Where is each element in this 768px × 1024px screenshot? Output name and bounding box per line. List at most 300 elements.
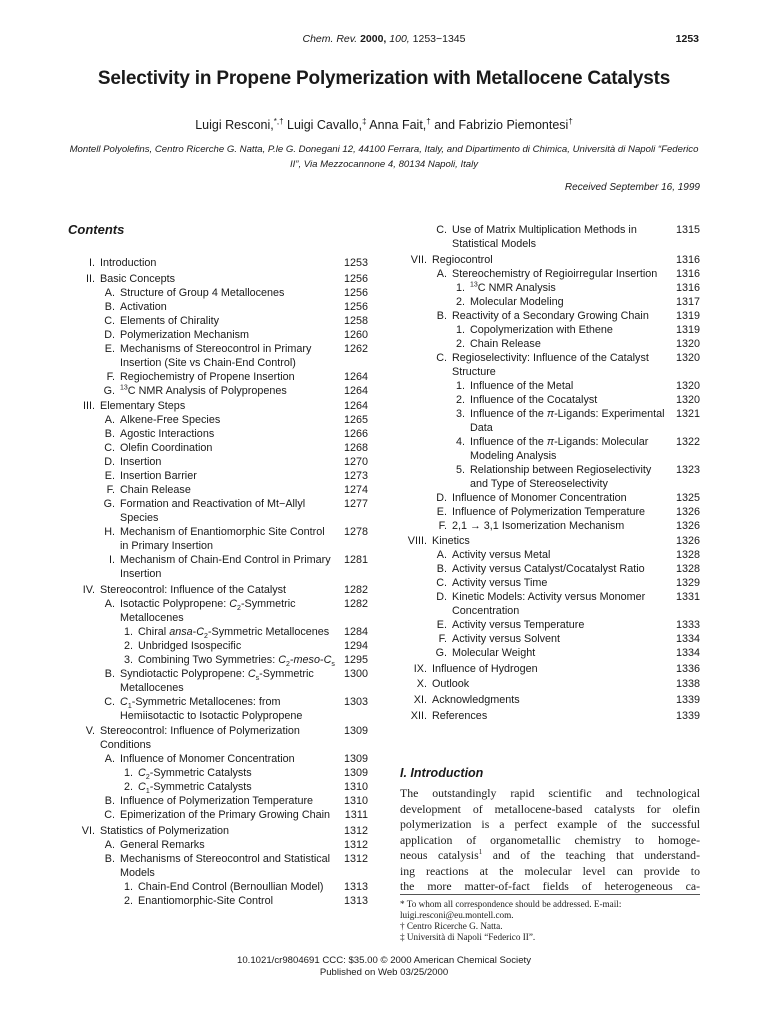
toc-page: 1281 <box>343 554 368 567</box>
toc-title-part: Epimerization of the Primary Growing Chain <box>120 809 331 822</box>
toc-entry[interactable] <box>400 379 700 393</box>
toc-page: 1320 <box>675 351 700 364</box>
toc-title-sub: 2 <box>204 632 208 640</box>
toc-page: 1328 <box>675 549 700 562</box>
toc-page: 1338 <box>675 678 700 691</box>
author-mark: † <box>568 117 573 126</box>
toc-title <box>138 766 336 780</box>
toc-entry[interactable] <box>400 646 700 660</box>
toc-entry[interactable] <box>68 525 368 553</box>
toc-title <box>120 413 336 427</box>
toc-number: 1. <box>455 379 465 392</box>
reference-mark: 1 <box>478 848 483 857</box>
toc-page: 1321 <box>675 407 700 420</box>
toc-number: X. <box>416 678 427 691</box>
toc-number: 1. <box>455 323 465 336</box>
toc-number: D. <box>436 491 447 504</box>
toc-entry[interactable] <box>68 272 368 286</box>
toc-number: B. <box>104 300 115 313</box>
toc-title-part: Influence of Monomer Concentration <box>120 753 295 766</box>
toc-entry[interactable] <box>68 427 368 441</box>
author-name: Luigi Cavallo, <box>283 118 363 133</box>
toc-entry[interactable] <box>400 709 700 723</box>
toc-number: 3. <box>455 407 465 420</box>
toc-entry[interactable] <box>400 662 700 676</box>
toc-entry[interactable] <box>68 766 368 780</box>
toc-title-part: ansa <box>169 625 193 638</box>
toc-title-part: Regiocontrol <box>432 253 493 266</box>
toc-page: 1270 <box>343 456 368 469</box>
toc-number: VI. <box>81 824 95 837</box>
toc-title-part: Kinetics <box>432 535 470 548</box>
toc-entry[interactable] <box>68 852 368 880</box>
toc-title-part: Influence of the Metal <box>470 379 574 392</box>
author-mark: *,† <box>273 117 284 126</box>
toc-page: 1284 <box>343 625 368 638</box>
toc-title-part: Influence of the <box>470 407 547 420</box>
toc-title-part: Influence of Hydrogen <box>432 662 538 675</box>
toc-entry[interactable] <box>68 838 368 852</box>
toc-entry[interactable] <box>400 491 700 505</box>
contents-column-right <box>400 223 700 723</box>
toc-entry[interactable] <box>400 618 700 632</box>
toc-title-part: Combining Two Symmetries: <box>138 653 279 666</box>
toc-number: B. <box>104 795 115 808</box>
toc-title <box>120 838 336 852</box>
toc-entry[interactable] <box>400 393 700 407</box>
toc-entry[interactable] <box>68 625 368 639</box>
toc-number: 2. <box>123 781 133 794</box>
toc-title <box>432 693 668 707</box>
toc-title-part: Polymerization Mechanism <box>120 328 250 341</box>
toc-title-sub: 2 <box>145 774 150 782</box>
toc-page: 1300 <box>343 667 368 680</box>
text-fragment: and of the teaching that understand- <box>482 848 700 862</box>
toc-title <box>120 427 336 441</box>
toc-title <box>470 323 668 337</box>
toc-title-part: Mechanism of Chain-End Control in Primary Insertion <box>120 554 331 581</box>
toc-number: 1. <box>123 767 133 780</box>
toc-entry[interactable] <box>68 583 368 597</box>
toc-number: 2. <box>123 894 133 907</box>
toc-page: 1319 <box>675 323 700 336</box>
affiliation <box>68 143 700 172</box>
toc-title <box>452 351 668 379</box>
toc-number: 1. <box>123 625 133 638</box>
toc-page: 1282 <box>343 583 368 596</box>
toc-title <box>432 662 668 676</box>
toc-entry[interactable] <box>400 435 700 463</box>
toc-entry[interactable] <box>68 455 368 469</box>
toc-number: A. <box>436 549 447 562</box>
toc-title <box>138 653 336 667</box>
text-fragment: neous catalysis <box>400 848 479 862</box>
toc-number: F. <box>438 633 447 646</box>
toc-title <box>120 597 336 625</box>
toc-title <box>120 667 336 695</box>
toc-title-part: - <box>289 653 294 666</box>
toc-entry[interactable] <box>400 632 700 646</box>
author-name: Luigi Resconi, <box>195 118 274 133</box>
contents-heading: Contents <box>68 222 125 237</box>
toc-entry[interactable] <box>68 286 368 300</box>
toc-title-part: Activation <box>120 300 167 313</box>
toc-title <box>432 709 668 723</box>
toc-title-part: Chain-End Control (Bernoullian Model) <box>138 880 324 893</box>
toc-title-part: - <box>192 625 197 638</box>
toc-title-part: Relationship between Regioselectivity and Type of Stereoselectivity <box>470 463 652 490</box>
toc-title-part: Reactivity of a Secondary Growing Chain <box>452 309 649 322</box>
journal-name: Chem. Rev. <box>302 33 358 45</box>
toc-page: 1315 <box>675 224 700 236</box>
toc-entry[interactable] <box>400 323 700 337</box>
toc-number: 3. <box>123 653 133 666</box>
toc-number: 4. <box>455 435 465 448</box>
toc-title <box>452 505 668 519</box>
article-title: Selectivity in Propene Polymerization with Metallocene Catalysts <box>97 68 671 89</box>
toc-title <box>100 583 336 597</box>
toc-title <box>470 435 668 463</box>
toc-number: E. <box>436 619 447 632</box>
toc-page: 1320 <box>675 393 700 406</box>
toc-page: 1320 <box>675 379 700 392</box>
toc-title <box>138 894 336 908</box>
toc-title-part: π <box>546 407 555 420</box>
toc-page: 1339 <box>675 693 700 706</box>
toc-entry[interactable] <box>68 667 368 695</box>
toc-entry[interactable] <box>68 597 368 625</box>
journal-citation <box>0 33 768 45</box>
toc-page: 1262 <box>343 342 368 355</box>
toc-number: XI. <box>413 693 427 706</box>
toc-number: E. <box>104 470 115 483</box>
toc-title-part: Mechanism of Enantiomorphic Site Control in Primary Insertion <box>120 526 325 553</box>
toc-title-part: Molecular Modeling <box>470 295 564 308</box>
toc-number: B. <box>436 309 447 322</box>
toc-title <box>452 519 668 533</box>
introduction-text <box>400 786 700 895</box>
footnote-line: † Centro Ricerche G. Natta. <box>400 921 503 931</box>
toc-title-part: C <box>196 625 205 638</box>
toc-title-part: Enantiomorphic-Site Control <box>138 894 274 907</box>
toc-page: 1256 <box>343 300 368 313</box>
toc-entry[interactable] <box>68 342 368 370</box>
toc-entry[interactable] <box>68 413 368 427</box>
toc-title-part: Mechanisms of Stereocontrol and Statistical Models <box>120 852 331 879</box>
toc-title-part: -Symmetric Metallocenes: from Hemiisotactic to Isotactic Polypropene <box>120 695 303 722</box>
toc-entry[interactable] <box>68 695 368 723</box>
toc-title-part: Activity versus Temperature <box>452 619 585 632</box>
footnote-rule <box>400 894 700 895</box>
toc-page: 1325 <box>675 491 700 504</box>
toc-page: 1329 <box>675 577 700 590</box>
toc-title-part: Acknowledgments <box>432 693 520 706</box>
toc-number: H. <box>104 526 115 539</box>
toc-entry[interactable] <box>400 505 700 519</box>
toc-entry[interactable] <box>68 370 368 384</box>
toc-title <box>452 309 668 323</box>
toc-page: 1312 <box>343 852 368 865</box>
toc-number: E. <box>436 505 447 518</box>
toc-number: C. <box>104 314 115 327</box>
toc-number: 2. <box>455 295 465 308</box>
toc-title <box>138 625 336 639</box>
toc-title-part: Elements of Chirality <box>120 314 220 327</box>
toc-entry[interactable] <box>400 281 700 295</box>
toc-title <box>120 852 336 880</box>
toc-page: 1313 <box>343 894 368 907</box>
toc-title <box>470 407 668 435</box>
toc-title <box>138 780 336 794</box>
toc-number: I. <box>109 554 115 567</box>
toc-title <box>138 880 336 894</box>
toc-title-part: Use of Matrix Multiplication Methods in Statistical Models <box>452 224 637 250</box>
toc-number: V. <box>85 725 95 738</box>
toc-title-part: Statistics of Polymerization <box>100 824 230 837</box>
toc-entry[interactable] <box>68 639 368 653</box>
toc-title-part: meso <box>293 653 320 666</box>
toc-entry[interactable] <box>400 295 700 309</box>
text-line: The outstandingly rapid scientific and technological <box>400 786 700 800</box>
toc-title-part: Structure of Group 4 Metallocenes <box>120 286 285 299</box>
toc-title <box>120 469 336 483</box>
toc-entry[interactable] <box>68 497 368 525</box>
toc-entry[interactable] <box>68 724 368 752</box>
toc-title-part: Formation and Reactivation of Mt−Allyl Species <box>120 498 306 525</box>
toc-page: 1264 <box>343 384 368 397</box>
toc-entry[interactable] <box>68 894 368 908</box>
toc-entry[interactable] <box>400 519 700 533</box>
toc-entry[interactable] <box>400 337 700 351</box>
toc-title-part: Activity versus Metal <box>452 549 551 562</box>
toc-title <box>100 272 336 286</box>
toc-title <box>120 314 336 328</box>
toc-title-part: -Ligands: Molecular Modeling Analysis <box>470 435 649 462</box>
toc-page: 1312 <box>343 824 368 837</box>
toc-title-sub: 2 <box>237 604 241 612</box>
toc-title <box>120 342 336 370</box>
toc-title <box>452 632 668 646</box>
toc-entry[interactable] <box>400 534 700 548</box>
toc-page: 1316 <box>675 281 700 294</box>
toc-title <box>452 590 668 618</box>
toc-title <box>470 337 668 351</box>
toc-title-part: Influence of the <box>470 435 547 448</box>
toc-page: 1278 <box>343 526 368 539</box>
toc-page: 1303 <box>343 695 368 708</box>
toc-entry[interactable] <box>68 553 368 581</box>
toc-entry[interactable] <box>68 653 368 667</box>
toc-title <box>452 618 668 632</box>
toc-title <box>120 455 336 469</box>
toc-page: 1336 <box>675 662 700 675</box>
toc-title-part: Influence of Monomer Concentration <box>452 491 627 504</box>
toc-title-sub: 1 <box>127 702 132 710</box>
footnotes <box>400 899 700 943</box>
toc-title <box>470 379 668 393</box>
toc-number: IV. <box>82 583 95 596</box>
toc-page: 1310 <box>343 795 368 808</box>
toc-entry[interactable] <box>68 824 368 838</box>
toc-entry[interactable] <box>68 256 368 270</box>
toc-page: 1309 <box>343 767 368 780</box>
toc-number: I. <box>89 257 95 269</box>
doi-line: 10.1021/cr9804691 CCC: $35.00 © 2000 American Chemical Society <box>237 955 531 966</box>
toc-entry[interactable] <box>400 590 700 618</box>
toc-title-part: Regiochemistry of Propene Insertion <box>120 370 295 383</box>
toc-entry[interactable] <box>68 399 368 413</box>
author-list <box>0 117 768 132</box>
toc-number: A. <box>104 286 115 299</box>
toc-title-part: -Symmetric Metallocenes <box>207 625 330 638</box>
toc-title <box>120 553 336 581</box>
toc-title-part: Syndiotactic Polypropene: <box>120 667 248 680</box>
toc-page: 1333 <box>675 619 700 632</box>
toc-number: B. <box>436 563 447 576</box>
toc-entry[interactable] <box>400 253 700 267</box>
toc-title <box>138 639 336 653</box>
journal-pages: 1253−1345 <box>412 33 466 45</box>
toc-page: 1282 <box>343 597 368 610</box>
contents-column-left <box>68 256 368 908</box>
received-date: Received September 16, 1999 <box>564 182 700 193</box>
toc-title <box>452 576 668 590</box>
toc-title <box>100 824 336 838</box>
toc-title-part: Elementary Steps <box>100 400 186 413</box>
toc-entry[interactable] <box>400 351 700 379</box>
toc-page: 1326 <box>675 535 700 548</box>
toc-title <box>100 256 336 270</box>
toc-title-part: Alkene-Free Species <box>120 414 221 427</box>
toc-entry[interactable] <box>68 880 368 894</box>
toc-title-part: C <box>247 667 256 680</box>
toc-entry[interactable] <box>400 562 700 576</box>
toc-title-part: Activity versus Time <box>452 577 548 590</box>
toc-entry[interactable] <box>68 808 368 822</box>
toc-number: C. <box>104 442 115 455</box>
page-number: 1253 <box>675 33 699 45</box>
toc-page: 1326 <box>675 505 700 518</box>
journal-volume: 100, <box>389 33 410 45</box>
toc-entry[interactable] <box>68 384 368 398</box>
toc-entry[interactable] <box>68 314 368 328</box>
toc-entry[interactable] <box>68 794 368 808</box>
toc-title-part: -Symmetric Catalysts <box>149 767 252 780</box>
toc-title <box>120 286 336 300</box>
toc-title-part: Olefin Coordination <box>120 442 213 455</box>
toc-title-part: 2,1 → 3,1 Isomerization Mechanism <box>452 519 625 532</box>
toc-number: A. <box>104 838 115 851</box>
toc-title-part: Influence of the Cocatalyst <box>470 393 598 406</box>
toc-number: F. <box>438 519 447 532</box>
toc-page: 1294 <box>343 639 368 652</box>
toc-number: 2. <box>123 639 133 652</box>
toc-entry[interactable] <box>68 441 368 455</box>
toc-title <box>120 794 336 808</box>
toc-title <box>452 646 668 660</box>
toc-number: C. <box>436 224 447 236</box>
toc-title-part: C <box>278 653 287 666</box>
toc-entry[interactable] <box>400 223 700 251</box>
affiliation-line: II”, Via Mezzocannone 4, 80134 Napoli, Italy <box>289 158 479 170</box>
toc-title-part: Chain Release <box>470 337 541 350</box>
toc-entry[interactable] <box>400 463 700 491</box>
toc-entry[interactable] <box>400 548 700 562</box>
toc-entry[interactable] <box>400 576 700 590</box>
toc-entry[interactable] <box>68 780 368 794</box>
toc-title-part: References <box>432 709 488 722</box>
toc-title <box>470 393 668 407</box>
toc-page: 1319 <box>675 309 700 322</box>
toc-title <box>120 370 336 384</box>
toc-entry[interactable] <box>68 483 368 497</box>
text-line <box>400 848 700 864</box>
toc-title-part: Agostic Interactions <box>120 428 215 441</box>
author-mark: ‡ <box>362 117 367 126</box>
toc-number: III. <box>83 400 95 413</box>
page-footer <box>0 955 768 979</box>
toc-number: A. <box>104 597 115 610</box>
toc-title-part: C <box>138 767 146 780</box>
toc-title-part: - <box>319 653 324 666</box>
toc-entry[interactable] <box>400 267 700 281</box>
toc-page: 1317 <box>675 295 700 308</box>
toc-title <box>470 281 668 295</box>
toc-title-part: Chain Release <box>120 484 191 497</box>
toc-page: 1334 <box>675 647 700 660</box>
toc-title-part: Outlook <box>432 678 470 691</box>
toc-page: 1277 <box>343 498 368 511</box>
toc-title-part: Insertion Barrier <box>120 470 197 483</box>
toc-title-part: Molecular Weight <box>452 647 536 660</box>
toc-entry[interactable] <box>68 469 368 483</box>
toc-entry[interactable] <box>400 693 700 707</box>
toc-number: 5. <box>455 463 465 476</box>
toc-title <box>120 497 336 525</box>
toc-title <box>120 300 336 314</box>
toc-title-part: Copolymerization with Ethene <box>470 323 613 336</box>
toc-number: D. <box>104 328 115 341</box>
toc-entry[interactable] <box>400 407 700 435</box>
toc-title <box>120 483 336 497</box>
toc-title-part: C <box>138 781 146 794</box>
toc-number: G. <box>435 647 447 660</box>
toc-entry[interactable] <box>68 300 368 314</box>
toc-title-part: -Ligands: Experimental Data <box>470 407 665 434</box>
toc-entry[interactable] <box>400 309 700 323</box>
toc-number: A. <box>104 414 115 427</box>
toc-entry[interactable] <box>68 752 368 766</box>
toc-entry[interactable] <box>68 328 368 342</box>
toc-title-part: C <box>323 653 332 666</box>
toc-title <box>452 223 668 251</box>
toc-entry[interactable] <box>400 677 700 691</box>
toc-page: 1322 <box>675 435 700 448</box>
toc-title-part: Activity versus Solvent <box>452 633 561 646</box>
toc-title-part: Stereocontrol: Influence of Polymerization Conditions <box>100 725 300 752</box>
toc-page: 1295 <box>343 653 368 666</box>
toc-title <box>120 752 336 766</box>
toc-title <box>120 328 336 342</box>
toc-number: D. <box>104 456 115 469</box>
toc-number: F. <box>106 370 115 383</box>
toc-title <box>432 253 668 267</box>
toc-title-part: Influence of Polymerization Temperature <box>452 505 646 518</box>
toc-number: C. <box>436 351 447 364</box>
toc-title-part: Isotactic Polypropene: <box>120 597 230 610</box>
toc-number: IX. <box>413 662 427 675</box>
author-mark: † <box>426 117 431 126</box>
